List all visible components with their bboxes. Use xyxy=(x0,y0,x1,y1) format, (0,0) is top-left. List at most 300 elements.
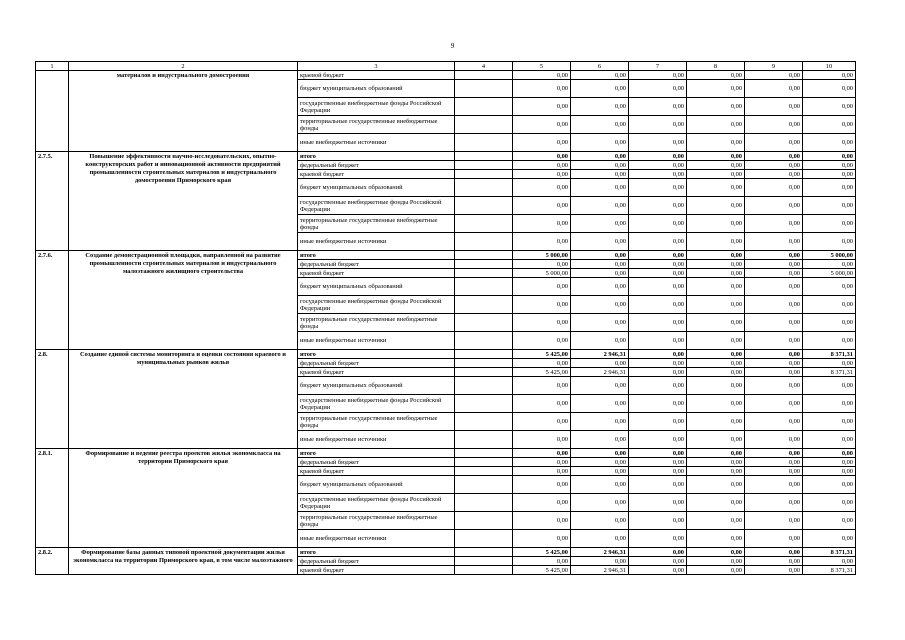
amount-cell: 0,00 xyxy=(687,512,745,530)
column-header: 4 xyxy=(455,62,513,71)
amount-cell: 0,00 xyxy=(745,557,803,566)
amount-cell: 0,00 xyxy=(513,161,571,170)
amount-cell: 5 425,00 xyxy=(513,566,571,575)
amount-cell: 0,00 xyxy=(629,98,687,116)
amount-cell: 0,00 xyxy=(687,350,745,359)
amount-cell xyxy=(455,179,513,197)
item-number: 2.8.1. xyxy=(36,449,69,548)
amount-cell: 0,00 xyxy=(803,467,856,476)
amount-cell: 0,00 xyxy=(513,413,571,431)
funding-source: итого xyxy=(298,449,455,458)
amount-cell xyxy=(455,296,513,314)
funding-source: бюджет муниципальных образований xyxy=(298,377,455,395)
amount-cell: 0,00 xyxy=(745,98,803,116)
amount-cell xyxy=(455,215,513,233)
amount-cell: 0,00 xyxy=(803,80,856,98)
amount-cell: 0,00 xyxy=(513,377,571,395)
amount-cell: 0,00 xyxy=(513,359,571,368)
amount-cell: 0,00 xyxy=(513,134,571,152)
amount-cell: 0,00 xyxy=(687,152,745,161)
amount-cell: 0,00 xyxy=(745,161,803,170)
column-header: 3 xyxy=(298,62,455,71)
amount-cell: 0,00 xyxy=(745,512,803,530)
amount-cell: 0,00 xyxy=(803,296,856,314)
amount-cell: 5 000,00 xyxy=(513,251,571,260)
amount-cell: 0,00 xyxy=(629,458,687,467)
amount-cell xyxy=(455,260,513,269)
amount-cell: 0,00 xyxy=(629,566,687,575)
amount-cell: 0,00 xyxy=(571,251,629,260)
amount-cell: 0,00 xyxy=(745,278,803,296)
amount-cell xyxy=(455,332,513,350)
amount-cell: 0,00 xyxy=(571,557,629,566)
funding-source: государственные внебюджетные фонды Российской Федерации xyxy=(298,395,455,413)
amount-cell xyxy=(455,512,513,530)
amount-cell: 0,00 xyxy=(629,134,687,152)
amount-cell xyxy=(455,314,513,332)
funding-source: бюджет муниципальных образований xyxy=(298,80,455,98)
funding-source: итого xyxy=(298,548,455,557)
amount-cell: 0,00 xyxy=(571,161,629,170)
funding-source: краевой бюджет xyxy=(298,170,455,179)
amount-cell: 0,00 xyxy=(629,512,687,530)
amount-cell: 0,00 xyxy=(687,215,745,233)
funding-source: государственные внебюджетные фонды Российской Федерации xyxy=(298,494,455,512)
amount-cell: 0,00 xyxy=(687,197,745,215)
funding-source: краевой бюджет xyxy=(298,566,455,575)
table-row xyxy=(36,350,856,359)
amount-cell: 0,00 xyxy=(629,395,687,413)
amount-cell: 0,00 xyxy=(513,476,571,494)
amount-cell: 0,00 xyxy=(629,116,687,134)
amount-cell xyxy=(455,152,513,161)
amount-cell: 5 425,00 xyxy=(513,548,571,557)
amount-cell: 0,00 xyxy=(629,215,687,233)
amount-cell: 0,00 xyxy=(513,278,571,296)
amount-cell: 0,00 xyxy=(687,71,745,80)
amount-cell: 0,00 xyxy=(687,314,745,332)
table-row xyxy=(36,251,856,260)
amount-cell: 0,00 xyxy=(803,494,856,512)
amount-cell: 0,00 xyxy=(687,269,745,278)
amount-cell: 0,00 xyxy=(629,548,687,557)
amount-cell: 0,00 xyxy=(571,458,629,467)
amount-cell: 0,00 xyxy=(803,170,856,179)
funding-source: федеральный бюджет xyxy=(298,359,455,368)
amount-cell xyxy=(455,80,513,98)
amount-cell: 0,00 xyxy=(571,278,629,296)
amount-cell: 0,00 xyxy=(745,170,803,179)
amount-cell: 0,00 xyxy=(629,179,687,197)
amount-cell: 0,00 xyxy=(745,467,803,476)
item-name: Создание демонстрационной площадки, направленной на развитие промышленности строительных материалов и индустриального малоэтажного жилищного строительства xyxy=(69,251,298,350)
amount-cell: 0,00 xyxy=(745,251,803,260)
funding-source: бюджет муниципальных образований xyxy=(298,179,455,197)
amount-cell: 0,00 xyxy=(745,152,803,161)
amount-cell: 0,00 xyxy=(571,98,629,116)
table-row xyxy=(36,449,856,458)
amount-cell: 0,00 xyxy=(803,134,856,152)
amount-cell: 0,00 xyxy=(803,197,856,215)
funding-source: территориальные государственные внебюджетные фонды xyxy=(298,215,455,233)
amount-cell: 0,00 xyxy=(803,215,856,233)
amount-cell: 0,00 xyxy=(513,332,571,350)
amount-cell: 2 946,31 xyxy=(571,368,629,377)
amount-cell: 0,00 xyxy=(629,494,687,512)
amount-cell: 0,00 xyxy=(687,278,745,296)
amount-cell: 0,00 xyxy=(803,476,856,494)
item-name: Формирование базы данных типовой проектной документации жилья экономкласса на территории Приморского края, в том числе малоэтажного xyxy=(69,548,298,575)
amount-cell: 0,00 xyxy=(687,296,745,314)
amount-cell: 0,00 xyxy=(629,359,687,368)
amount-cell: 5 000,00 xyxy=(803,269,856,278)
amount-cell: 0,00 xyxy=(745,449,803,458)
amount-cell: 0,00 xyxy=(803,512,856,530)
amount-cell: 0,00 xyxy=(629,80,687,98)
amount-cell: 0,00 xyxy=(571,170,629,179)
table-row xyxy=(36,71,856,80)
amount-cell: 0,00 xyxy=(629,71,687,80)
amount-cell: 0,00 xyxy=(687,161,745,170)
amount-cell: 0,00 xyxy=(513,314,571,332)
amount-cell: 0,00 xyxy=(571,314,629,332)
amount-cell: 0,00 xyxy=(687,179,745,197)
amount-cell: 0,00 xyxy=(803,179,856,197)
amount-cell: 0,00 xyxy=(629,467,687,476)
amount-cell: 0,00 xyxy=(513,449,571,458)
column-header: 9 xyxy=(745,62,803,71)
funding-source: иные внебюджетные источники xyxy=(298,134,455,152)
column-header: 6 xyxy=(571,62,629,71)
amount-cell: 0,00 xyxy=(803,152,856,161)
budget-table xyxy=(35,61,856,575)
amount-cell xyxy=(455,71,513,80)
amount-cell: 0,00 xyxy=(629,377,687,395)
amount-cell: 0,00 xyxy=(629,476,687,494)
amount-cell xyxy=(455,449,513,458)
amount-cell: 0,00 xyxy=(803,359,856,368)
amount-cell: 0,00 xyxy=(571,359,629,368)
amount-cell xyxy=(455,278,513,296)
funding-source: иные внебюджетные источники xyxy=(298,332,455,350)
amount-cell xyxy=(455,476,513,494)
amount-cell: 0,00 xyxy=(745,494,803,512)
amount-cell: 0,00 xyxy=(629,233,687,251)
amount-cell xyxy=(455,233,513,251)
amount-cell: 0,00 xyxy=(803,449,856,458)
amount-cell: 0,00 xyxy=(803,377,856,395)
funding-source: федеральный бюджет xyxy=(298,161,455,170)
amount-cell: 0,00 xyxy=(687,413,745,431)
amount-cell: 0,00 xyxy=(513,179,571,197)
amount-cell: 0,00 xyxy=(687,260,745,269)
amount-cell: 0,00 xyxy=(803,71,856,80)
amount-cell: 0,00 xyxy=(803,116,856,134)
amount-cell: 0,00 xyxy=(513,431,571,449)
page-number: 9 xyxy=(450,42,455,50)
column-header: 2 xyxy=(69,62,298,71)
amount-cell: 0,00 xyxy=(745,395,803,413)
amount-cell: 0,00 xyxy=(803,332,856,350)
funding-source: государственные внебюджетные фонды Российской Федерации xyxy=(298,98,455,116)
amount-cell: 0,00 xyxy=(745,413,803,431)
amount-cell: 0,00 xyxy=(687,98,745,116)
amount-cell: 0,00 xyxy=(629,197,687,215)
amount-cell: 0,00 xyxy=(687,377,745,395)
funding-source: иные внебюджетные источники xyxy=(298,530,455,548)
amount-cell: 0,00 xyxy=(745,476,803,494)
amount-cell: 0,00 xyxy=(687,359,745,368)
item-name: материалов и индустриального домостроения xyxy=(69,71,298,152)
amount-cell: 0,00 xyxy=(629,350,687,359)
amount-cell: 0,00 xyxy=(745,377,803,395)
amount-cell: 0,00 xyxy=(687,557,745,566)
amount-cell: 0,00 xyxy=(571,134,629,152)
funding-source: государственные внебюджетные фонды Российской Федерации xyxy=(298,197,455,215)
table-row xyxy=(36,548,856,557)
column-header: 7 xyxy=(629,62,687,71)
amount-cell: 8 371,31 xyxy=(803,548,856,557)
table-body xyxy=(36,71,856,575)
amount-cell: 5 000,00 xyxy=(513,269,571,278)
amount-cell: 0,00 xyxy=(629,332,687,350)
amount-cell: 0,00 xyxy=(629,170,687,179)
amount-cell: 0,00 xyxy=(687,134,745,152)
item-number: 2.8.2. xyxy=(36,548,69,575)
amount-cell: 0,00 xyxy=(803,413,856,431)
funding-source: территориальные государственные внебюджетные фонды xyxy=(298,512,455,530)
column-header: 10 xyxy=(803,62,856,71)
amount-cell xyxy=(455,359,513,368)
amount-cell xyxy=(455,458,513,467)
amount-cell: 0,00 xyxy=(571,197,629,215)
amount-cell: 0,00 xyxy=(687,116,745,134)
amount-cell xyxy=(455,134,513,152)
amount-cell: 0,00 xyxy=(803,161,856,170)
amount-cell: 0,00 xyxy=(803,458,856,467)
amount-cell: 0,00 xyxy=(803,530,856,548)
amount-cell: 0,00 xyxy=(745,332,803,350)
amount-cell: 0,00 xyxy=(571,494,629,512)
amount-cell: 0,00 xyxy=(687,80,745,98)
amount-cell xyxy=(455,197,513,215)
amount-cell: 0,00 xyxy=(513,458,571,467)
amount-cell: 0,00 xyxy=(687,467,745,476)
amount-cell: 0,00 xyxy=(687,431,745,449)
amount-cell: 0,00 xyxy=(571,116,629,134)
amount-cell: 0,00 xyxy=(571,476,629,494)
funding-source: федеральный бюджет xyxy=(298,557,455,566)
amount-cell: 0,00 xyxy=(803,233,856,251)
amount-cell: 0,00 xyxy=(629,278,687,296)
amount-cell: 0,00 xyxy=(513,494,571,512)
amount-cell: 0,00 xyxy=(571,467,629,476)
amount-cell: 5 425,00 xyxy=(513,368,571,377)
amount-cell: 0,00 xyxy=(513,530,571,548)
item-number: 2.8. xyxy=(36,350,69,449)
amount-cell: 0,00 xyxy=(513,197,571,215)
column-header: 8 xyxy=(687,62,745,71)
amount-cell: 0,00 xyxy=(571,233,629,251)
amount-cell: 5 425,00 xyxy=(513,350,571,359)
amount-cell: 0,00 xyxy=(745,548,803,557)
amount-cell: 0,00 xyxy=(513,296,571,314)
amount-cell: 0,00 xyxy=(513,170,571,179)
amount-cell: 0,00 xyxy=(571,71,629,80)
amount-cell: 0,00 xyxy=(745,314,803,332)
amount-cell: 2 946,31 xyxy=(571,350,629,359)
amount-cell: 0,00 xyxy=(513,260,571,269)
amount-cell: 0,00 xyxy=(745,296,803,314)
amount-cell: 0,00 xyxy=(745,134,803,152)
funding-source: иные внебюджетные источники xyxy=(298,233,455,251)
amount-cell: 0,00 xyxy=(687,458,745,467)
amount-cell: 0,00 xyxy=(571,512,629,530)
amount-cell: 0,00 xyxy=(745,566,803,575)
amount-cell: 0,00 xyxy=(513,512,571,530)
amount-cell: 0,00 xyxy=(687,449,745,458)
amount-cell: 0,00 xyxy=(803,431,856,449)
funding-source: итого xyxy=(298,152,455,161)
funding-source: территориальные государственные внебюджетные фонды xyxy=(298,413,455,431)
amount-cell xyxy=(455,467,513,476)
amount-cell: 0,00 xyxy=(803,557,856,566)
amount-cell: 8 371,31 xyxy=(803,350,856,359)
amount-cell xyxy=(455,548,513,557)
amount-cell: 0,00 xyxy=(513,80,571,98)
amount-cell: 0,00 xyxy=(571,377,629,395)
funding-source: краевой бюджет xyxy=(298,467,455,476)
amount-cell: 0,00 xyxy=(571,179,629,197)
amount-cell: 0,00 xyxy=(513,557,571,566)
amount-cell: 0,00 xyxy=(745,71,803,80)
amount-cell: 0,00 xyxy=(571,80,629,98)
amount-cell: 0,00 xyxy=(513,467,571,476)
amount-cell: 0,00 xyxy=(571,215,629,233)
amount-cell: 0,00 xyxy=(745,359,803,368)
funding-source: краевой бюджет xyxy=(298,71,455,80)
amount-cell: 0,00 xyxy=(687,368,745,377)
funding-source: федеральный бюджет xyxy=(298,458,455,467)
funding-source: итого xyxy=(298,350,455,359)
amount-cell: 0,00 xyxy=(745,431,803,449)
amount-cell: 0,00 xyxy=(629,413,687,431)
amount-cell: 0,00 xyxy=(687,530,745,548)
amount-cell: 0,00 xyxy=(745,269,803,278)
amount-cell xyxy=(455,530,513,548)
amount-cell: 0,00 xyxy=(513,233,571,251)
amount-cell xyxy=(455,431,513,449)
amount-cell: 0,00 xyxy=(745,116,803,134)
amount-cell: 0,00 xyxy=(629,152,687,161)
amount-cell: 0,00 xyxy=(687,170,745,179)
amount-cell xyxy=(455,395,513,413)
amount-cell: 2 946,31 xyxy=(571,548,629,557)
amount-cell: 0,00 xyxy=(571,431,629,449)
amount-cell: 2 946,31 xyxy=(571,566,629,575)
amount-cell: 0,00 xyxy=(803,260,856,269)
amount-cell xyxy=(455,116,513,134)
funding-source: территориальные государственные внебюджетные фонды xyxy=(298,116,455,134)
amount-cell: 0,00 xyxy=(513,152,571,161)
amount-cell: 0,00 xyxy=(803,98,856,116)
amount-cell xyxy=(455,494,513,512)
amount-cell: 0,00 xyxy=(687,548,745,557)
column-header: 1 xyxy=(36,62,69,71)
item-name: Создание единой системы мониторинга и оценки состояния краевого и муниципальных рынков жилья xyxy=(69,350,298,449)
amount-cell: 0,00 xyxy=(803,314,856,332)
amount-cell: 0,00 xyxy=(629,449,687,458)
amount-cell xyxy=(455,269,513,278)
item-name: Повышение эффективности научно-исследовательских, опытно-конструкторских работ и инновационной активности предприятий промышленности строительных материалов и индустриального домостроения Приморского края xyxy=(69,152,298,251)
table-row xyxy=(36,152,856,161)
amount-cell: 0,00 xyxy=(571,449,629,458)
amount-cell: 0,00 xyxy=(571,332,629,350)
amount-cell: 0,00 xyxy=(513,98,571,116)
amount-cell: 0,00 xyxy=(571,395,629,413)
header-row xyxy=(36,62,856,71)
amount-cell: 0,00 xyxy=(513,215,571,233)
amount-cell: 8 371,31 xyxy=(803,368,856,377)
amount-cell: 0,00 xyxy=(687,395,745,413)
amount-cell: 0,00 xyxy=(687,233,745,251)
amount-cell: 0,00 xyxy=(687,332,745,350)
amount-cell: 0,00 xyxy=(513,71,571,80)
amount-cell xyxy=(455,566,513,575)
funding-source: итого xyxy=(298,251,455,260)
amount-cell: 0,00 xyxy=(745,197,803,215)
amount-cell: 0,00 xyxy=(629,251,687,260)
item-number xyxy=(36,71,69,152)
column-header: 5 xyxy=(513,62,571,71)
amount-cell: 0,00 xyxy=(745,368,803,377)
amount-cell: 0,00 xyxy=(745,260,803,269)
amount-cell: 0,00 xyxy=(687,251,745,260)
amount-cell: 0,00 xyxy=(745,233,803,251)
amount-cell: 0,00 xyxy=(571,413,629,431)
amount-cell xyxy=(455,251,513,260)
amount-cell xyxy=(455,368,513,377)
item-number: 2.7.5. xyxy=(36,152,69,251)
amount-cell: 0,00 xyxy=(571,260,629,269)
amount-cell xyxy=(455,413,513,431)
funding-source: федеральный бюджет xyxy=(298,260,455,269)
amount-cell: 0,00 xyxy=(803,395,856,413)
amount-cell: 0,00 xyxy=(629,557,687,566)
funding-source: иные внебюджетные источники xyxy=(298,431,455,449)
amount-cell: 0,00 xyxy=(629,260,687,269)
amount-cell: 0,00 xyxy=(571,152,629,161)
funding-source: бюджет муниципальных образований xyxy=(298,278,455,296)
amount-cell: 5 000,00 xyxy=(803,251,856,260)
amount-cell xyxy=(455,350,513,359)
amount-cell: 0,00 xyxy=(629,530,687,548)
funding-source: краевой бюджет xyxy=(298,269,455,278)
funding-source: бюджет муниципальных образований xyxy=(298,476,455,494)
amount-cell: 8 371,31 xyxy=(803,566,856,575)
amount-cell: 0,00 xyxy=(629,296,687,314)
amount-cell: 0,00 xyxy=(745,179,803,197)
amount-cell: 0,00 xyxy=(629,431,687,449)
amount-cell: 0,00 xyxy=(745,80,803,98)
item-name: Формирование и ведение реестра проектов жилья экономкласса на территории Приморского края xyxy=(69,449,298,548)
amount-cell: 0,00 xyxy=(745,530,803,548)
amount-cell: 0,00 xyxy=(571,269,629,278)
funding-source: краевой бюджет xyxy=(298,368,455,377)
amount-cell: 0,00 xyxy=(745,458,803,467)
amount-cell: 0,00 xyxy=(629,269,687,278)
amount-cell: 0,00 xyxy=(571,296,629,314)
